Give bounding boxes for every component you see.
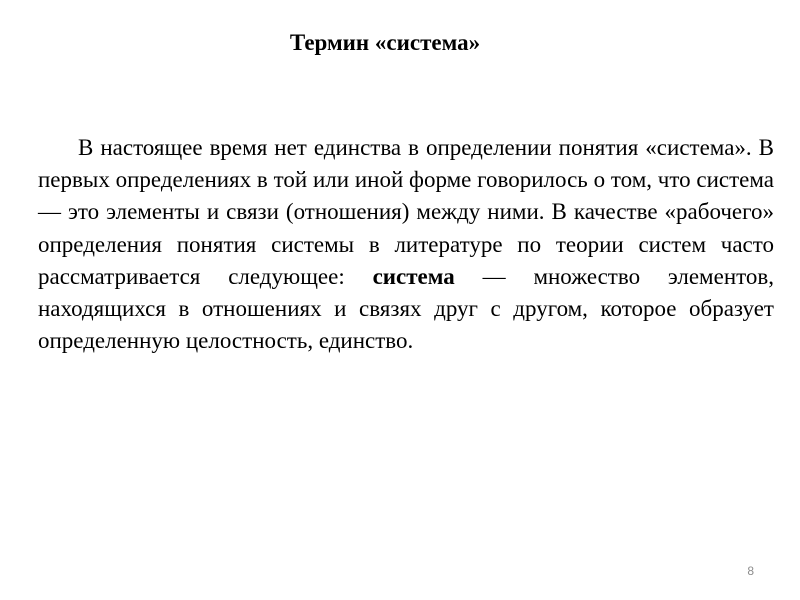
- slide-title: Термин «система»: [289, 30, 481, 55]
- paragraph-text-after-term: — множество элементов, находящихся в отношениях и связях друг с другом, которое образует определенную целостность, единство.: [38, 263, 774, 354]
- paragraph-text-before-term: В настоящее время нет единства в определении понятия «система». В первых определениях в той или иной форме говорилось о том, что система — это элементы и связи (отношения) между ними. В качестве «рабочего» определения понятия системы в литературе по теории систем часто рассматривается следующее:: [38, 135, 774, 289]
- defined-term: система: [372, 263, 455, 289]
- page-number: 8: [747, 564, 754, 578]
- definition-paragraph: [38, 132, 774, 357]
